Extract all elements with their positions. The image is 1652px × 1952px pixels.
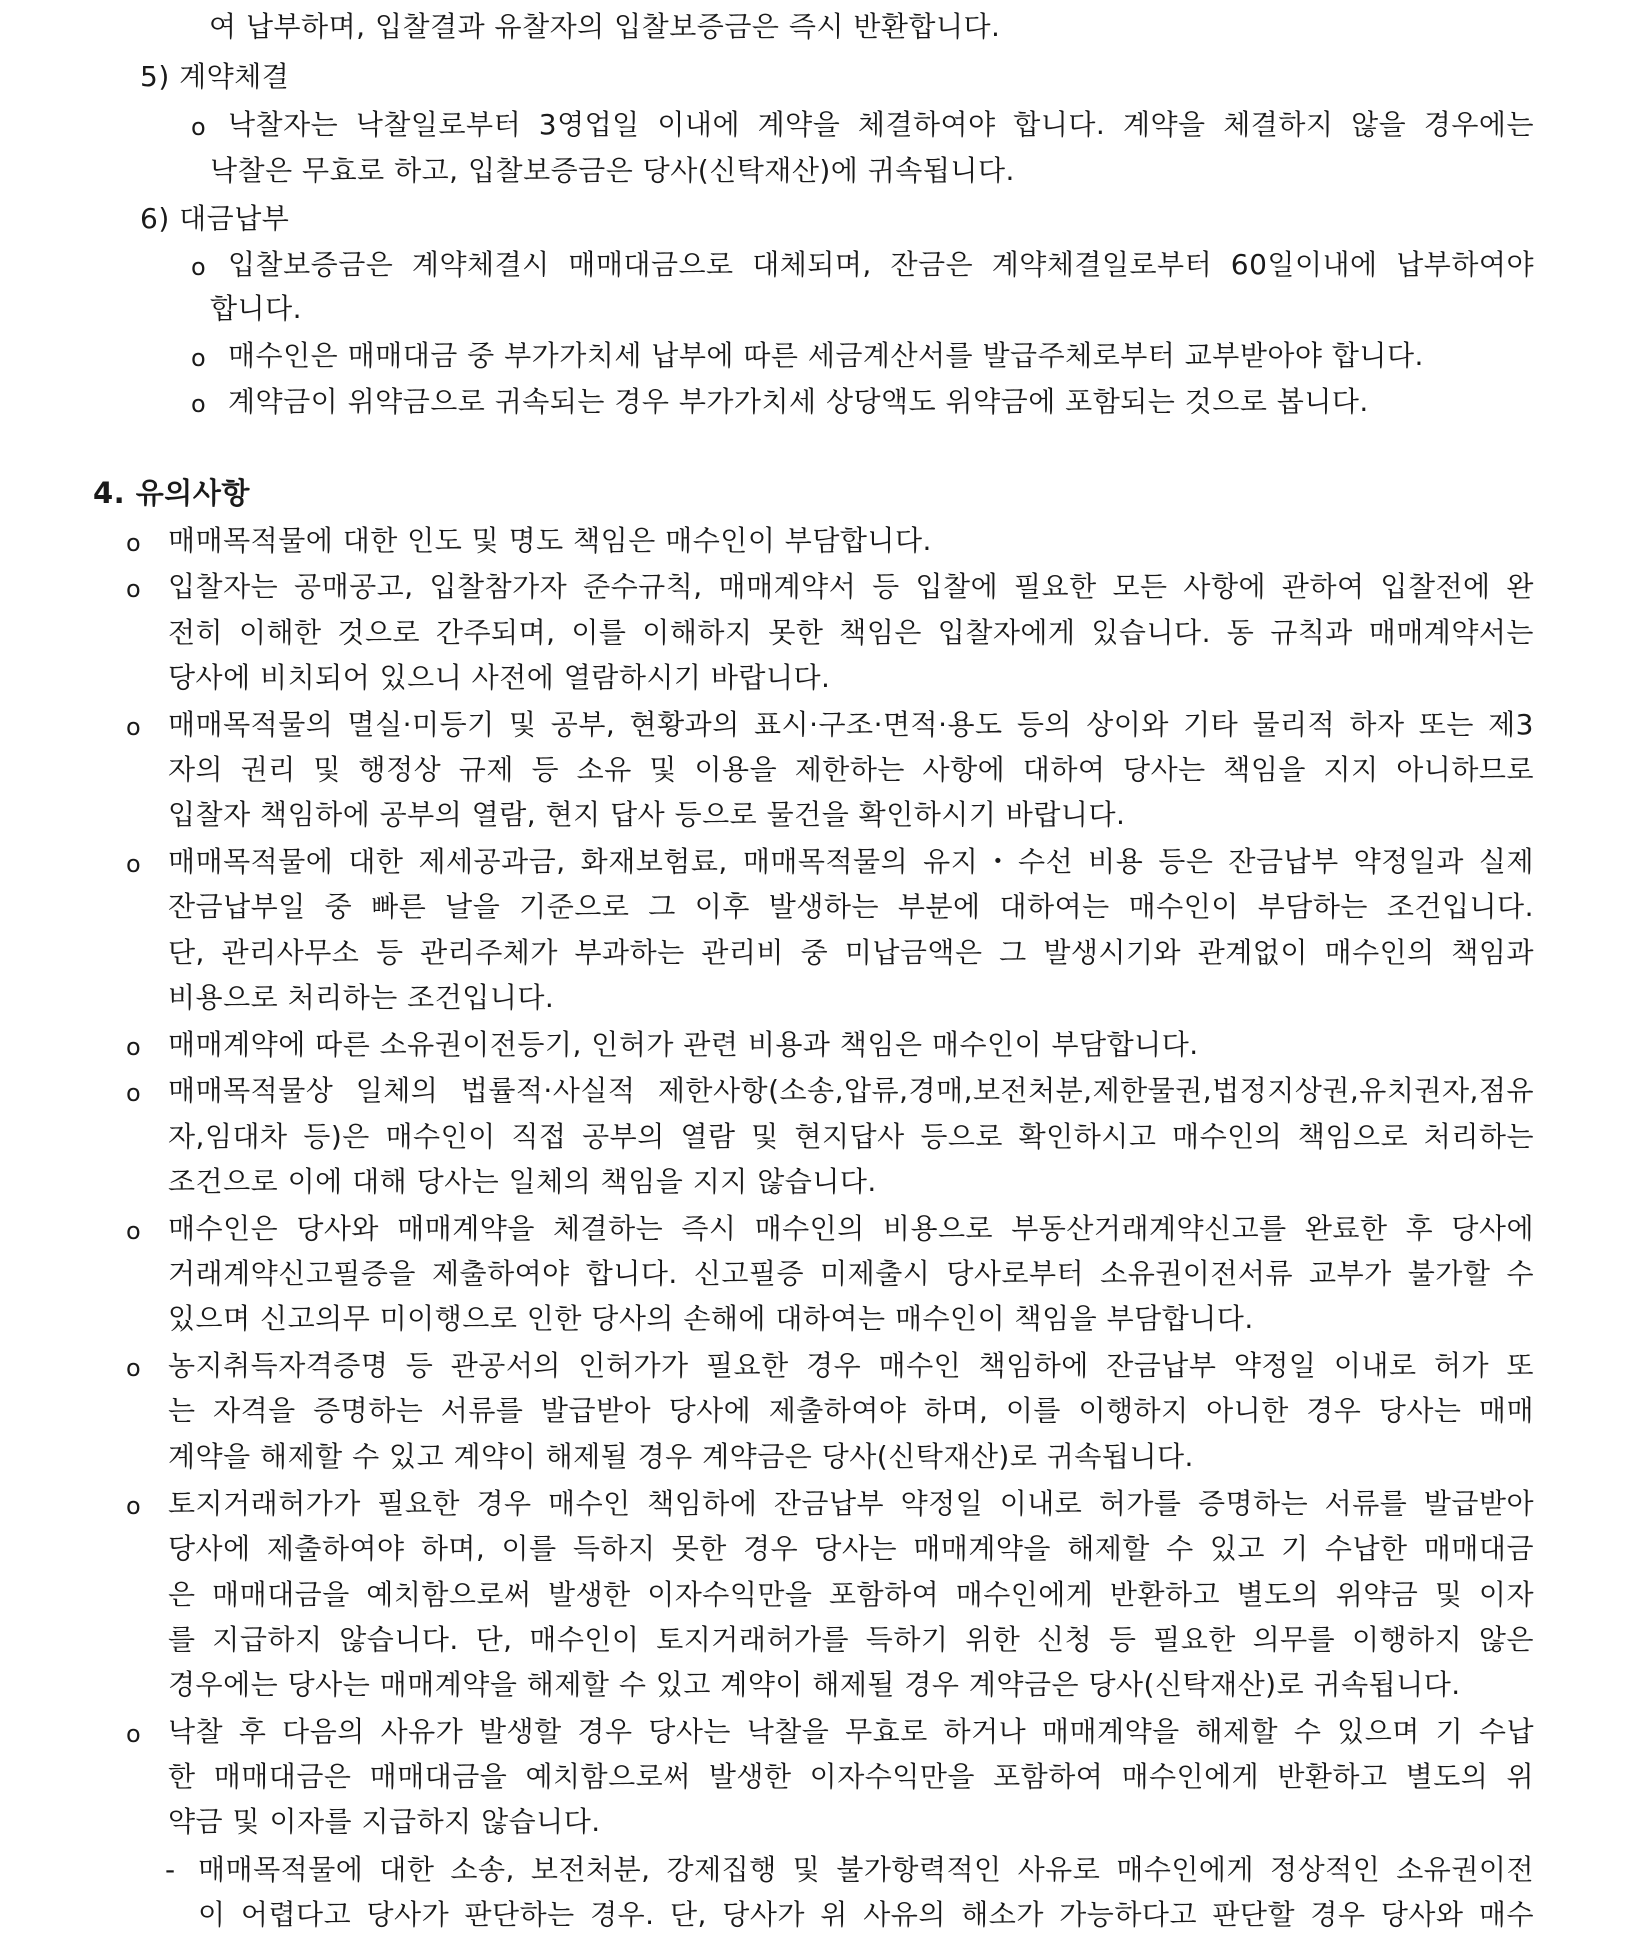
- paragraph-line: 입찰보증금은 계약체결시 매매대금으로 대체되며, 잔금은 계약체결일로부터 60일이내에 납부하여야: [228, 248, 1534, 281]
- paragraph-line: 매매목적물에 대한 소송, 보전처분, 강제집행 및 불가항력적인 사유로 매수인에게 정상적인 소유권이전: [198, 1853, 1534, 1886]
- sub-bullet-marker: -: [165, 1853, 176, 1886]
- section-heading-notes: 4. 유의사항: [93, 476, 250, 510]
- bullet-marker: o: [191, 390, 206, 418]
- paragraph-line: 계약금이 위약금으로 귀속되는 경우 부가가치세 상당액도 위약금에 포함되는 것으로 봅니다.: [228, 385, 1369, 418]
- paragraph-line: 토지거래허가가 필요한 경우 매수인 책임하에 잔금납부 약정일 이내로 허가를 증명하는 서류를 발급받아: [168, 1487, 1534, 1520]
- bullet-marker: o: [126, 1033, 141, 1061]
- paragraph-line: 약금 및 이자를 지급하지 않습니다.: [168, 1805, 601, 1838]
- bullet-marker: o: [126, 1492, 141, 1520]
- paragraph-line: 잔금납부일 중 빠른 날을 기준으로 그 이후 발생하는 부분에 대하여는 매수인이 부담하는 조건입니다.: [168, 890, 1534, 923]
- paragraph-line: 비용으로 처리하는 조건입니다.: [168, 981, 555, 1014]
- bullet-marker: o: [191, 344, 206, 372]
- paragraph-line: 낙찰자는 낙찰일로부터 3영업일 이내에 계약을 체결하여야 합니다. 계약을 체결하지 않을 경우에는: [228, 108, 1534, 141]
- bullet-marker: o: [126, 713, 141, 741]
- paragraph-line: 매매목적물상 일체의 법률적·사실적 제한사항(소송,압류,경매,보전처분,제한물권,법정지상권,유치권자,점유: [168, 1074, 1534, 1107]
- paragraph-line: 매매목적물에 대한 제세공과금, 화재보험료, 매매목적물의 유지・수선 비용 등은 잔금납부 약정일과 실제: [168, 845, 1534, 878]
- paragraph-line: 자,임대차 등)은 매수인이 직접 공부의 열람 및 현지답사 등으로 확인하시고 매수인의 책임으로 처리하는: [168, 1120, 1534, 1153]
- paragraph-line: 매수인은 당사와 매매계약을 체결하는 즉시 매수인의 비용으로 부동산거래계약신고를 완료한 후 당사에: [168, 1212, 1534, 1245]
- bullet-marker: o: [126, 575, 141, 603]
- paragraph-line: 전히 이해한 것으로 간주되며, 이를 이해하지 못한 책임은 입찰자에게 있습니다. 동 규칙과 매매계약서는: [168, 616, 1534, 649]
- paragraph-line: 계약을 해제할 수 있고 계약이 해제될 경우 계약금은 당사(신탁재산)로 귀속됩니다.: [168, 1440, 1194, 1473]
- paragraph-line: 매매목적물의 멸실·미등기 및 공부, 현황과의 표시·구조·면적·용도 등의 상이와 기타 물리적 하자 또는 제3: [168, 708, 1534, 741]
- paragraph-line: 농지취득자격증명 등 관공서의 인허가가 필요한 경우 매수인 책임하에 잔금납부 약정일 이내로 허가 또: [168, 1349, 1534, 1382]
- paragraph-line: 입찰자는 공매공고, 입찰참가자 준수규칙, 매매계약서 등 입찰에 필요한 모든 사항에 관하여 입찰전에 완: [168, 570, 1534, 603]
- paragraph-line: 경우에는 당사는 매매계약을 해제할 수 있고 계약이 해제될 경우 계약금은 당사(신탁재산)로 귀속됩니다.: [168, 1668, 1461, 1701]
- paragraph-line: 당사에 비치되어 있으니 사전에 열람하시기 바랍니다.: [168, 661, 831, 694]
- paragraph-line: 는 자격을 증명하는 서류를 발급받아 당사에 제출하여야 하며, 이를 이행하지 아니한 경우 당사는 매매: [168, 1394, 1534, 1427]
- subsection-heading-contract: 5) 계약체결: [140, 60, 290, 93]
- paragraph-line: 합니다.: [210, 292, 303, 325]
- paragraph-line: 입찰자 책임하에 공부의 열람, 현지 답사 등으로 물건을 확인하시기 바랍니다.: [168, 798, 1126, 831]
- bullet-marker: o: [126, 1720, 141, 1748]
- bullet-marker: o: [126, 529, 141, 557]
- paragraph-line: 를 지급하지 않습니다. 단, 매수인이 토지거래허가를 득하기 위한 신청 등 필요한 의무를 이행하지 않은: [168, 1623, 1534, 1656]
- paragraph-line: 거래계약신고필증을 제출하여야 합니다. 신고필증 미제출시 당사로부터 소유권이전서류 교부가 불가할 수: [168, 1257, 1534, 1290]
- continuation-line: 여 납부하며, 입찰결과 유찰자의 입찰보증금은 즉시 반환합니다.: [209, 10, 1001, 43]
- paragraph-line: 있으며 신고의무 미이행으로 인한 당사의 손해에 대하여는 매수인이 책임을 부담합니다.: [168, 1302, 1254, 1335]
- bullet-marker: o: [126, 1217, 141, 1245]
- paragraph-line: 은 매매대금을 예치함으로써 발생한 이자수익만을 포함하여 매수인에게 반환하고 별도의 위약금 및 이자: [168, 1578, 1534, 1611]
- subsection-heading-payment: 6) 대금납부: [140, 202, 290, 235]
- paragraph-line: 낙찰 후 다음의 사유가 발생할 경우 당사는 낙찰을 무효로 하거나 매매계약을 해제할 수 있으며 기 수납: [168, 1715, 1534, 1748]
- paragraph-line: 당사에 제출하여야 하며, 이를 득하지 못한 경우 당사는 매매계약을 해제할 수 있고 기 수납한 매매대금: [168, 1532, 1534, 1565]
- paragraph-line: 단, 관리사무소 등 관리주체가 부과하는 관리비 중 미납금액은 그 발생시기와 관계없이 매수인의 책임과: [168, 936, 1534, 969]
- bullet-marker: o: [191, 113, 206, 141]
- bullet-marker: o: [126, 1354, 141, 1382]
- bullet-marker: o: [191, 253, 206, 281]
- paragraph-line: 한 매매대금은 매매대금을 예치함으로써 발생한 이자수익만을 포함하여 매수인에게 반환하고 별도의 위: [168, 1760, 1534, 1793]
- paragraph-line: 매수인은 매매대금 중 부가가치세 납부에 따른 세금계산서를 발급주체로부터 교부받아야 합니다.: [228, 339, 1424, 372]
- bullet-marker: o: [126, 1079, 141, 1107]
- bullet-marker: o: [126, 850, 141, 878]
- paragraph-line: 매매계약에 따른 소유권이전등기, 인허가 관련 비용과 책임은 매수인이 부담합니다.: [168, 1028, 1199, 1061]
- paragraph-line: 자의 권리 및 행정상 규제 등 소유 및 이용을 제한하는 사항에 대하여 당사는 책임을 지지 아니하므로: [168, 753, 1534, 786]
- paragraph-line: 낙찰은 무효로 하고, 입찰보증금은 당사(신탁재산)에 귀속됩니다.: [210, 154, 1015, 187]
- paragraph-line: 매매목적물에 대한 인도 및 명도 책임은 매수인이 부담합니다.: [168, 524, 932, 557]
- paragraph-line: 조건으로 이에 대해 당사는 일체의 책임을 지지 않습니다.: [168, 1165, 877, 1198]
- paragraph-line: 이 어렵다고 당사가 판단하는 경우. 단, 당사가 위 사유의 해소가 가능하다고 판단할 경우 당사와 매수: [198, 1898, 1534, 1931]
